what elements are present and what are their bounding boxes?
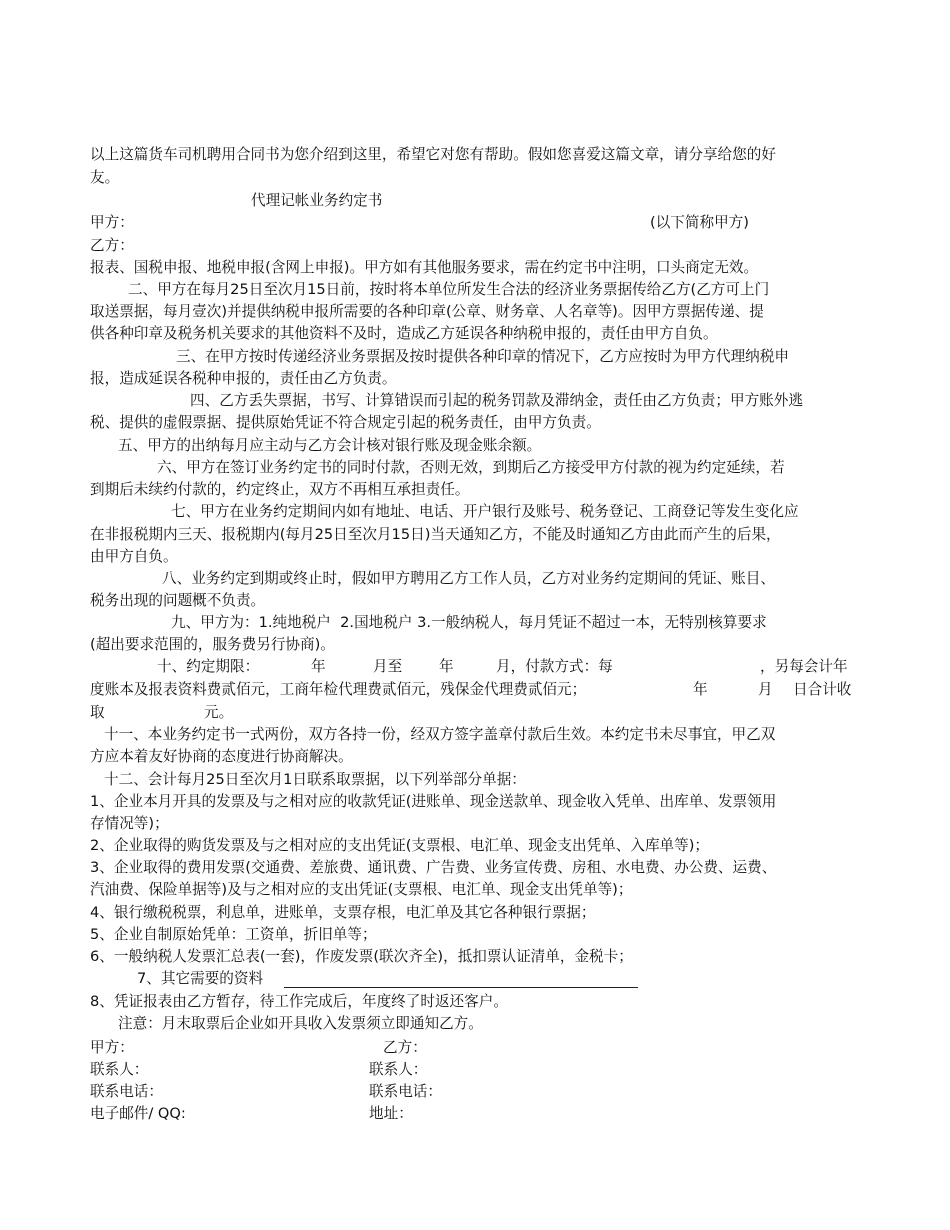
clause-10-month-to: 月至 — [373, 658, 403, 675]
clause-10-year: 年 — [693, 681, 708, 698]
clause-8-line: 八、业务约定到期或终止时，假如甲方聘用乙方工作人员，乙方对业务约定期间的凭证、账目、 — [162, 570, 775, 587]
party-b-label: 乙方： — [90, 237, 134, 254]
list-item: 5、企业自制原始凭单：工资单，折旧单等； — [90, 926, 377, 943]
party-a-note: (以下简称甲方) — [650, 214, 749, 231]
clause-10-extra: ，另每会计年 — [760, 658, 848, 675]
clause-2-line: 二、甲方在每月25日至次月15日前，按时将本单位所发生合法的经济业务票据传给乙方(乙方可上门 — [128, 281, 770, 298]
clause-7-line: 七、甲方在业务约定期间内如有地址、电话、开户银行及账号、税务登记、工商登记等发生变化应 — [171, 503, 799, 520]
clause-6-line: 六、甲方在签订业务约定书的同时付款，否则无效，到期后乙方接受甲方付款的视为约定延续，若 — [157, 459, 785, 476]
list-item: 7、其它需要的资料 — [137, 970, 264, 987]
list-item: 8、凭证报表由乙方暂存，待工作完成后，年度终了时返还客户。 — [90, 993, 508, 1010]
signature-party-b: 乙方： — [383, 1039, 427, 1056]
clause-4-line: 四、乙方丢失票据，书写、计算错误而引起的税务罚款及滞纳金，责任由乙方负责；甲方账外逃 — [190, 392, 803, 409]
notice-line: 注意：月末取票后企业如开具收入发票须立即通知乙方。 — [118, 1015, 483, 1032]
clause-8-line: 税务出现的问题概不负责。 — [90, 592, 266, 609]
signature-party-a: 甲方： — [90, 1039, 134, 1056]
clause-10-fees: 度账本及报表资料费贰佰元，工商年检代理费贰佰元，残保金代理费贰佰元； — [90, 681, 587, 698]
list-item: 6、一般纳税人发票汇总表(一套)，作废发票(联次齐全)，抵扣票认证清单，金税卡； — [90, 948, 633, 965]
clause-9-line: 九、甲方为：1.纯地税户 2.国地税户 3.一般纳税人，每月凭证不超过一本，无特别核算要求 — [171, 614, 767, 631]
clause-10-label: 十、约定期限： — [157, 658, 260, 675]
list-item: 3、企业取得的费用发票(交通费、差旅费、通讯费、广告费、业务宣传费、房租、水电费、办公费、运费、 — [90, 859, 777, 876]
list-item: 1、企业本月开具的发票及与之相对应的收款凭证(进账单、现金送款单、现金收入凭单、出库单、发票领用 — [90, 793, 777, 810]
intro-line: 友。 — [90, 169, 120, 186]
clause-12-line: 十二、会计每月25日至次月1日联系取票据，以下列举部分单据： — [104, 771, 526, 788]
clause-6-line: 到期后未续约付款的，约定终止，双方不再相互承担责任。 — [90, 481, 470, 498]
clause-11-line: 方应本着友好协商的态度进行协商解决。 — [90, 748, 353, 765]
list-item: 4、银行缴税税票，利息单，进账单，支票存根，电汇单及其它各种银行票据； — [90, 904, 596, 921]
email-qq-label: 电子邮件/ QQ: — [90, 1105, 186, 1122]
clause-10-total: 日合计收 — [793, 681, 852, 698]
clause-11-line: 十一、本业务约定书一式两份，双方各持一份，经双方签字盖章付款后生效。本约定书未尽事宜，甲乙双 — [104, 726, 776, 743]
clause-7-line: 在非报税期内三天、报税期内(每月25日至次月15日)当天通知乙方，不能及时通知乙方由此而产生的后果， — [90, 526, 781, 543]
contact-phone-a: 联系电话： — [90, 1083, 163, 1100]
clause-5-line: 五、甲方的出纳每月应主动与乙方会计核对银行账及现金账余额。 — [118, 437, 542, 454]
clause-7-line: 由甲方自负。 — [90, 548, 178, 565]
list-item: 2、企业取得的购货发票及与之相对应的支出凭证(支票根、电汇单、现金支出凭单、入库单等)； — [90, 837, 710, 854]
list-item: 汽油费、保险单据等)及与之相对应的支出凭证(支票根、电汇单、现金支出凭单等)； — [90, 881, 633, 898]
intro-line: 以上这篇货车司机聘用合同书为您介绍到这里，希望它对您有帮助。假如您喜爱这篇文章，请分享给您的好 — [90, 146, 776, 163]
clause-10-year: 年 — [311, 658, 326, 675]
clause-2-line: 供各种印章及税务机关要求的其他资料不及时，造成乙方延误各种纳税申报的，责任由甲方自负。 — [90, 325, 718, 342]
clause-10-year: 年 — [439, 658, 454, 675]
clause-10-payment: 月，付款方式：每 — [496, 658, 613, 675]
contact-phone-b: 联系电话： — [369, 1083, 442, 1100]
clause-10-month: 月 — [758, 681, 773, 698]
clause-4-line: 税、提供的虚假票据、提供原始凭证不符合规定引起的税务责任，由甲方负责。 — [90, 414, 601, 431]
clause-9-line: (超出要求范围的，服务费另行协商)。 — [90, 636, 335, 653]
clause-3-line: 三、在甲方按时传递经济业务票据及按时提供各种印章的情况下，乙方应按时为甲方代理纳税申 — [176, 348, 789, 365]
contact-person-a: 联系人： — [90, 1061, 149, 1078]
clause-2-line: 取送票据，每月壹次)并提供纳税申报所需要的各种印章(公章、财务章、人名章等)。因甲方票据传递、提 — [90, 303, 764, 320]
clause-10-yuan: 元。 — [204, 704, 234, 721]
contact-person-b: 联系人： — [369, 1061, 428, 1078]
list-item: 存情况等)； — [90, 815, 169, 832]
fill-in-blank-line — [284, 987, 638, 988]
clause-10-take: 取 — [90, 704, 105, 721]
party-a-label: 甲方： — [90, 214, 134, 231]
clause-3-line: 报，造成延误各税种申报的，责任由乙方负责。 — [90, 370, 397, 387]
address-label: 地址： — [369, 1105, 413, 1122]
clause-line: 报表、国税申报、地税申报(含网上申报)。甲方如有其他服务要求，需在约定书中注明，口头商定无效。 — [90, 259, 759, 276]
document-title: 代理记帐业务约定书 — [251, 192, 383, 209]
